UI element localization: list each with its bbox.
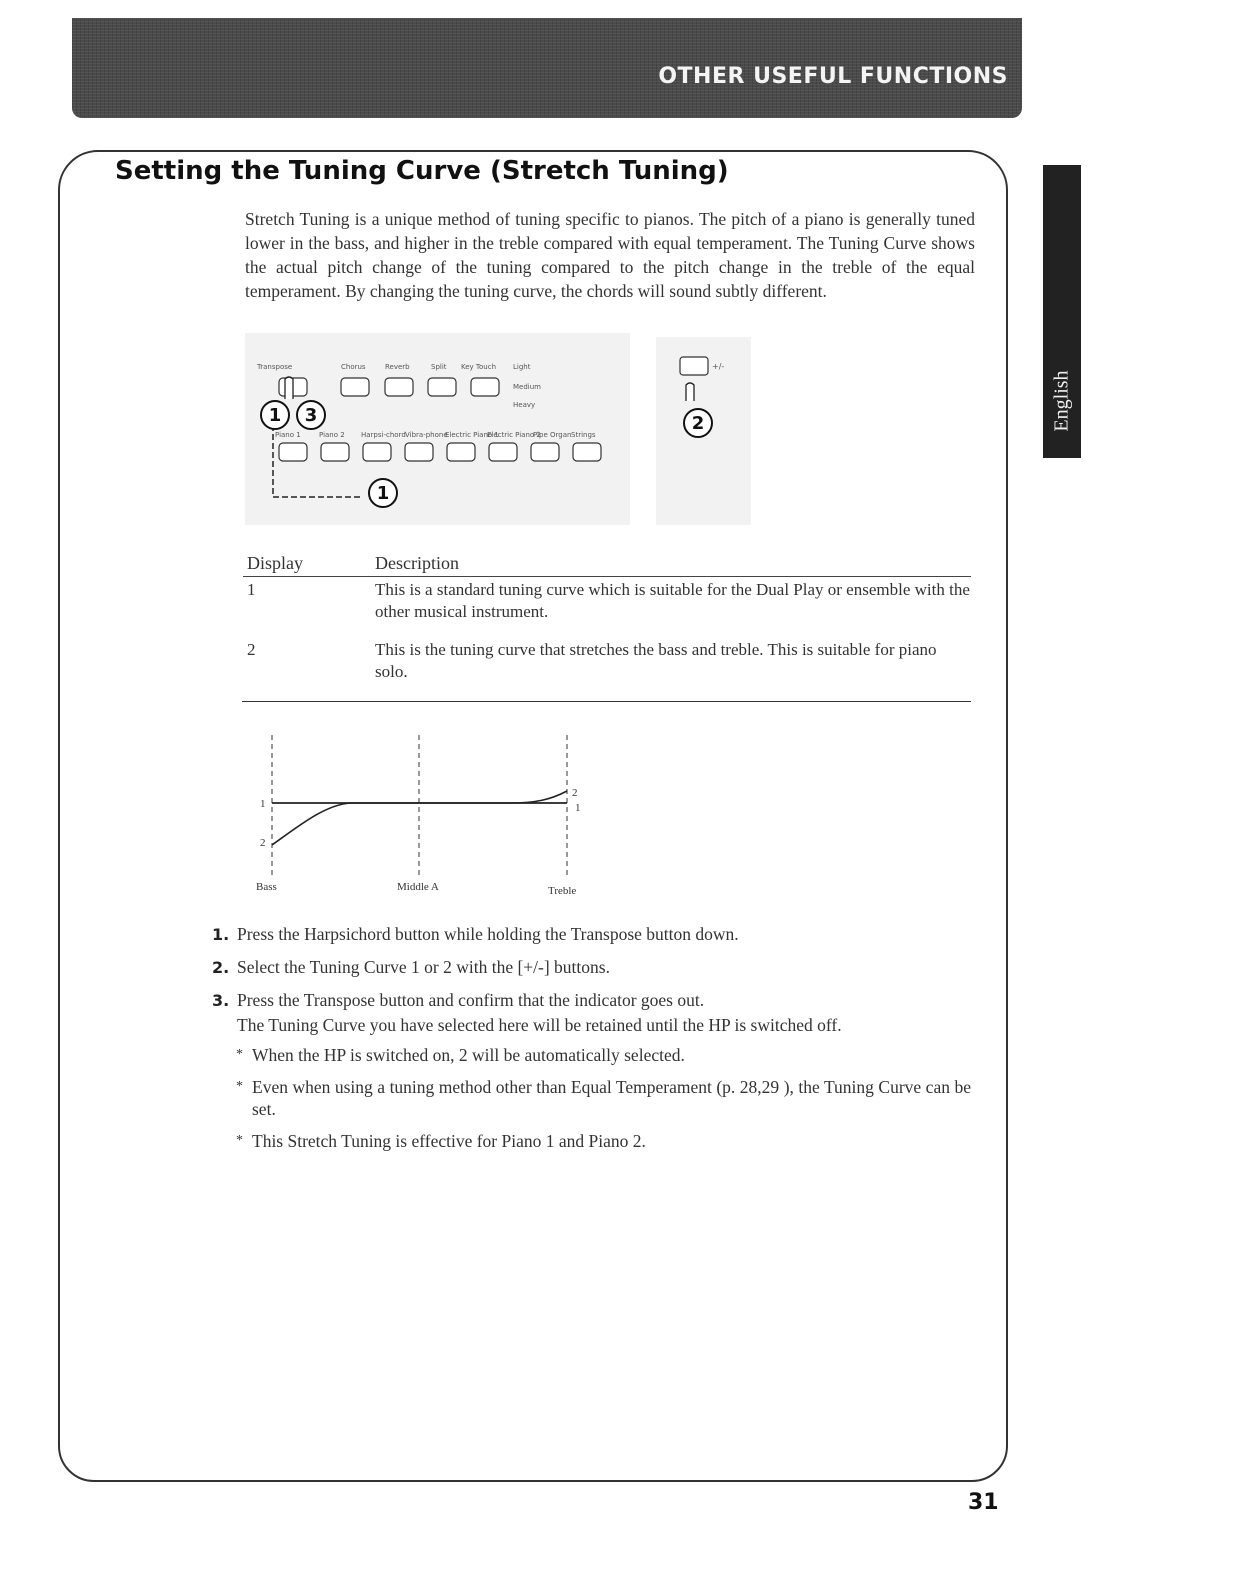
panel-illustration bbox=[245, 333, 630, 525]
x-tick-treble: Treble bbox=[548, 885, 577, 897]
harpsichord-button[interactable] bbox=[363, 443, 391, 461]
steps-list bbox=[212, 922, 982, 1046]
marker-1b-label: 1 bbox=[376, 483, 390, 504]
label-touch-light: Light bbox=[513, 363, 531, 371]
step-text: Press the Harpsichord button while holding the Transpose button down. bbox=[237, 924, 739, 944]
plus-minus-button[interactable] bbox=[680, 357, 708, 375]
x-tick-bass: Bass bbox=[256, 881, 277, 893]
epiano-1-button[interactable] bbox=[447, 443, 475, 461]
row-display: 1 bbox=[247, 580, 256, 599]
label-harpsichord: Harpsi-chord bbox=[361, 431, 406, 439]
note-item bbox=[236, 1076, 971, 1120]
chart-svg bbox=[250, 735, 600, 905]
label-touch-medium: Medium bbox=[513, 383, 541, 391]
key-touch-button[interactable] bbox=[471, 378, 499, 396]
step-number: 1. bbox=[212, 925, 230, 944]
chorus-button[interactable] bbox=[341, 378, 369, 396]
label-epiano-1: Electric Piano 1 bbox=[445, 431, 499, 439]
marker-3-label: 3 bbox=[304, 405, 318, 426]
section-title: OTHER USEFUL FUNCTIONS bbox=[658, 64, 1008, 89]
header-band bbox=[72, 18, 1022, 118]
epiano-2-button[interactable] bbox=[489, 443, 517, 461]
label-vibraphone: Vibra-phone bbox=[405, 431, 448, 439]
label-chorus: Chorus bbox=[341, 363, 366, 371]
left-label-2: 2 bbox=[260, 837, 266, 849]
strings-button[interactable] bbox=[573, 443, 601, 461]
right-label-1: 1 bbox=[575, 802, 581, 814]
table-row bbox=[243, 637, 971, 697]
table-row bbox=[243, 577, 971, 638]
label-pipe-organ: Pipe Organ bbox=[533, 431, 572, 439]
intro-paragraph: Stretch Tuning is a unique method of tuning specific to pianos. The pitch of a piano is generally tuned lower in the bass, and higher in the treble compared with equal temperament. The Tuning Curve shows the actual pitch change of the tuning compared to the pitch change in the treble of the equal temperament. By changing the tuning curve, the chords will sound subtly different. bbox=[245, 209, 975, 301]
label-strings: Strings bbox=[571, 431, 596, 439]
hand-pointer-icon bbox=[285, 377, 293, 399]
note-text: This Stretch Tuning is effective for Piano 1 and Piano 2. bbox=[252, 1131, 646, 1151]
label-reverb: Reverb bbox=[385, 363, 410, 371]
label-split: Split bbox=[431, 363, 447, 371]
panel-svg bbox=[245, 333, 630, 525]
label-transpose: Transpose bbox=[257, 363, 293, 371]
display-description-table bbox=[243, 553, 971, 697]
row-description: This is a standard tuning curve which is suitable for the Dual Play or ensemble with the other musical instrument. bbox=[375, 580, 970, 621]
note-text: When the HP is switched on, 2 will be automatically selected. bbox=[252, 1045, 685, 1065]
right-label-2: 2 bbox=[572, 787, 578, 799]
label-piano-1: Piano 1 bbox=[275, 431, 301, 439]
note-text: Even when using a tuning method other than Equal Temperament (p. 28,29 ), the Tuning Curve can be set. bbox=[252, 1077, 971, 1119]
display-header: Display bbox=[243, 553, 375, 577]
language-tab bbox=[1043, 165, 1081, 458]
step-number: 2. bbox=[212, 958, 230, 977]
split-button[interactable] bbox=[428, 378, 456, 396]
table-bottom-rule bbox=[242, 701, 971, 702]
table-header-row bbox=[243, 553, 971, 577]
step-item bbox=[212, 988, 982, 1038]
note-marker: * bbox=[236, 1133, 243, 1148]
note-marker: * bbox=[236, 1079, 243, 1094]
hand-pointer-icon bbox=[686, 383, 694, 401]
description-header: Description bbox=[375, 553, 971, 577]
tuning-curve-chart bbox=[250, 735, 600, 905]
page-number: 31 bbox=[968, 1490, 999, 1515]
left-label-1: 1 bbox=[260, 798, 266, 810]
note-item bbox=[236, 1130, 971, 1152]
step-item bbox=[212, 955, 982, 980]
marker-1a-label: 1 bbox=[268, 405, 282, 426]
row-display: 2 bbox=[247, 640, 256, 659]
language-tab-label: English bbox=[1050, 370, 1073, 432]
reverb-button[interactable] bbox=[385, 378, 413, 396]
label-key-touch: Key Touch bbox=[461, 363, 497, 371]
vibraphone-button[interactable] bbox=[405, 443, 433, 461]
step-number: 3. bbox=[212, 991, 230, 1010]
x-tick-middle-a: Middle A bbox=[397, 881, 439, 893]
label-epiano-2: Electric Piano 2 bbox=[487, 431, 541, 439]
marker-2-label: 2 bbox=[691, 413, 705, 434]
piano-1-button[interactable] bbox=[279, 443, 307, 461]
label-piano-2: Piano 2 bbox=[319, 431, 345, 439]
step-text: Select the Tuning Curve 1 or 2 with the [+/-] buttons. bbox=[237, 957, 610, 977]
plus-minus-label: +/- bbox=[712, 362, 725, 371]
plus-minus-illustration bbox=[656, 337, 751, 525]
notes-list bbox=[236, 1044, 971, 1162]
step-item bbox=[212, 922, 982, 947]
piano-2-button[interactable] bbox=[321, 443, 349, 461]
pipe-organ-button[interactable] bbox=[531, 443, 559, 461]
plus-minus-svg bbox=[656, 337, 751, 525]
label-touch-heavy: Heavy bbox=[513, 401, 536, 409]
page-title: Setting the Tuning Curve (Stretch Tuning) bbox=[115, 156, 729, 186]
row-description: This is the tuning curve that stretches the bass and treble. This is suitable for piano solo. bbox=[375, 640, 937, 681]
note-marker: * bbox=[236, 1047, 243, 1062]
step-text: Press the Transpose button and confirm that the indicator goes out. bbox=[237, 990, 705, 1010]
note-item bbox=[236, 1044, 971, 1066]
step-text-continued: The Tuning Curve you have selected here will be retained until the HP is switched off. bbox=[237, 1015, 842, 1035]
panel-background bbox=[245, 333, 630, 525]
